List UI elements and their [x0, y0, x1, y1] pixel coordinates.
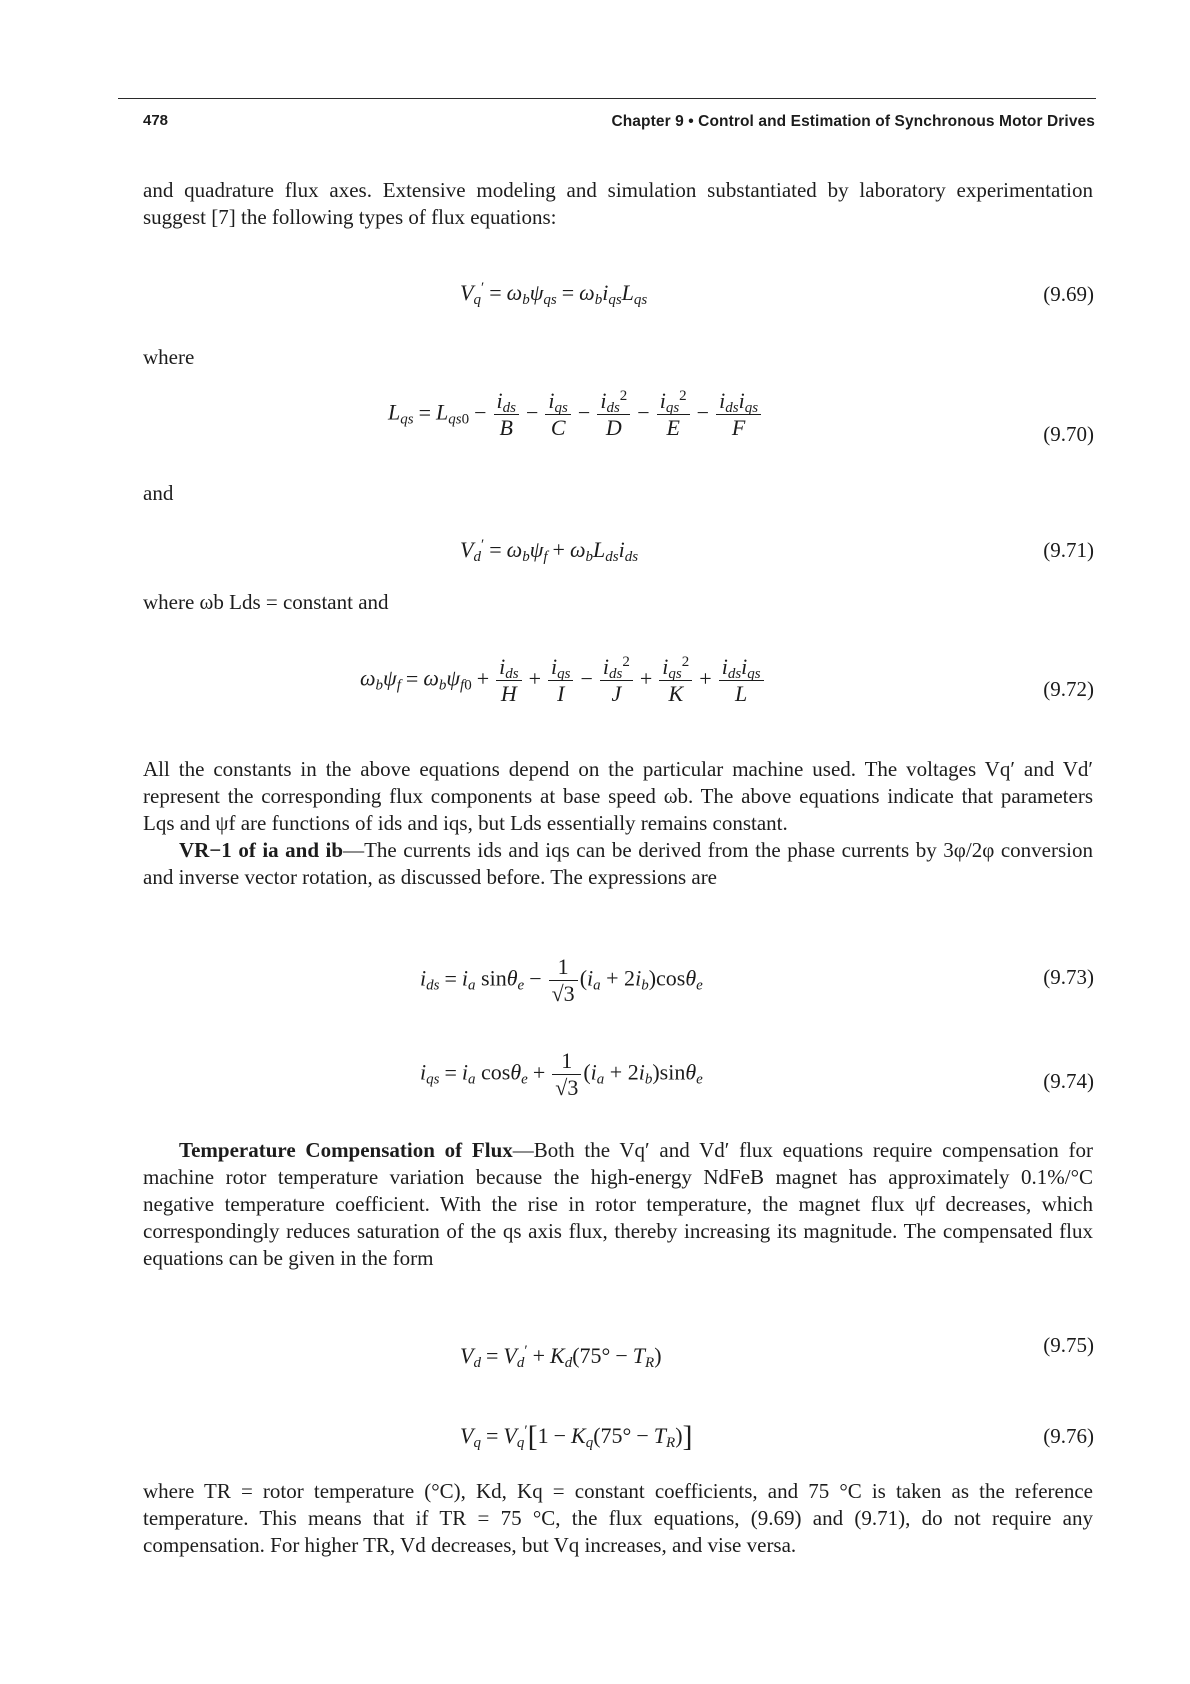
equation-number-9-71: (9.71)	[1043, 538, 1094, 562]
and-label: and	[143, 481, 174, 505]
temperature-paragraph	[143, 1137, 1093, 1272]
where-constant-text: where ωb Lds = constant and	[143, 590, 389, 614]
equation-number-9-70: (9.70)	[1043, 422, 1094, 446]
equation-9-70: $L_{qs} = L_{qs0}$ − $\frac{i_{ds}}{B}$ − $\frac{i_{qs}}{C}$ − $\frac{i_{ds}^2}{D}$ − $\frac{i_{qs}^2}{E}$ − $\frac{i_{ds}i_{qs}}{F}$	[388, 388, 763, 441]
equation-9-71: $V_d' = \omega_b\psi_f + \omega_bL_{ds}i_{ds}$	[460, 537, 639, 565]
page-number: 478	[143, 112, 169, 129]
running-head: Chapter 9 • Control and Estimation of Synchronous Motor Drives	[611, 113, 1095, 130]
constants-paragraph: All the constants in the above equations depend on the particular machine used. The voltages Vq′ and Vd′ represent the corresponding flux components at base speed ωb. The above equations indicate that parameters Lqs and ψf are functions of ids and iqs, but Lds essentially remains constant.	[143, 757, 1093, 835]
equation-9-72: $\omega_b\psi_f = \omega_b\psi_{f0}$ + $\frac{i_{ds}}{H}$ + $\frac{i_{qs}}{I}$ − $\frac{i_{ds}^2}{J}$ + $\frac{i_{qs}^2}{K}$ + $\frac{i_{ds}i_{qs}}{L}$	[360, 654, 766, 707]
temperature-heading: Temperature Compensation of Flux	[179, 1138, 513, 1162]
equation-number-9-72: (9.72)	[1043, 677, 1094, 701]
final-paragraph: where TR = rotor temperature (°C), Kd, Kq = constant coefficients, and 75 °C is taken as the reference temperature. This means that if TR = 75 °C, the flux equations, (9.69) and (9.71), do not require any compensation. For higher TR, Vd decreases, but Vq increases, and vise versa.	[143, 1479, 1093, 1557]
equation-9-76: $V_q = V_q'[1 - K_q(75^\circ - T_R)]$	[460, 1420, 693, 1453]
equation-number-9-75: (9.75)	[1043, 1333, 1094, 1357]
equation-number-9-76: (9.76)	[1043, 1424, 1094, 1448]
vr-heading: VR−1 of ia and ib	[179, 838, 344, 862]
equation-number-9-69: (9.69)	[1043, 282, 1094, 306]
vr-paragraph	[143, 837, 1093, 891]
equation-9-69: $V_q' = \omega_b\psi_{qs} = \omega_bi_{qs}L_{qs}$	[460, 280, 648, 308]
equation-9-75: $V_d = V_d' + K_d(75^\circ - T_R)$	[460, 1343, 662, 1371]
header-rule	[118, 98, 1096, 99]
vr-text: —The currents ids and iqs can be derived from the phase currents by 3φ/2φ conversion and inverse vector rotation, as discussed before. The expressions are	[143, 838, 1093, 889]
intro-paragraph: and quadrature flux axes. Extensive modeling and simulation substantiated by laboratory experimentation suggest [7] the following types of flux equations:	[143, 178, 1093, 229]
temperature-text: —Both the Vq′ and Vd′ flux equations require compensation for machine rotor temperature variation because the high-energy NdFeB magnet has approximately 0.1%/°C negative temperature coefficient. With the rise in rotor temperature, the magnet flux ψf decreases, which correspondingly reduces saturation of the qs axis flux, thereby increasing its magnitude. The compensated flux equations can be given in the form	[143, 1138, 1094, 1270]
equation-9-73: $i_{ds} = i_a$ sinθ$_e$ − $\frac{1}{√3}$ $(i_a + 2i_b)\cos\theta_e$	[420, 954, 703, 1006]
equation-9-74: $i_{qs} = i_a$ cosθ$_e$ + $\frac{1}{√3}$ $(i_a + 2i_b)\sin\theta_e$	[420, 1048, 703, 1100]
where-label: where	[143, 345, 195, 369]
equation-number-9-74: (9.74)	[1043, 1069, 1094, 1093]
equation-number-9-73: (9.73)	[1043, 965, 1094, 989]
